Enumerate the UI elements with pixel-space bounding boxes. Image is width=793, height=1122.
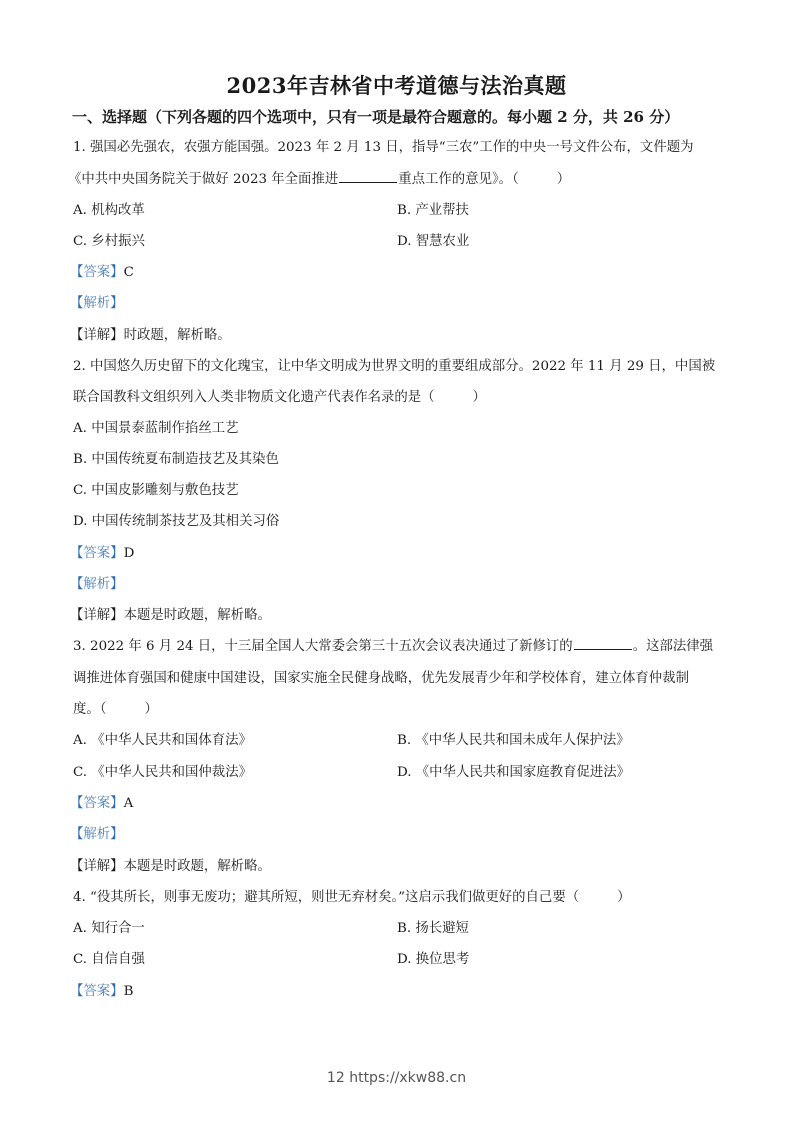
- question-1-option-a: [73, 201, 145, 221]
- question-1-option-b: [397, 201, 469, 221]
- question-1-detail: [70, 326, 231, 346]
- analysis-label: 【解析】: [70, 577, 124, 592]
- detail-text: 本题是时政题，解析略。: [123, 608, 271, 623]
- analysis-label: 【解析】: [70, 296, 124, 311]
- question-2-option-d: [73, 512, 279, 532]
- question-4-option-a: [73, 919, 145, 939]
- answer-label: 【答案】: [70, 984, 124, 999]
- page-number: 12: [326, 1070, 345, 1086]
- question-2-option-b: [73, 450, 279, 470]
- question-1-stem-line1: [73, 138, 694, 158]
- option-letter: A.: [73, 733, 87, 748]
- question-text: 《中共中央国务院关于做好 2023 年全面推进: [68, 172, 339, 187]
- question-2-stem-line1: [73, 357, 715, 377]
- option-text: 《中华人民共和国仲裁法》: [91, 765, 252, 780]
- question-1-option-c: [73, 232, 145, 252]
- paren-close: ）: [617, 890, 631, 905]
- option-letter: C.: [73, 234, 88, 249]
- answer-label: 【答案】: [70, 796, 124, 811]
- question-2-option-a: [73, 419, 239, 439]
- question-3-stem-line3: [73, 700, 158, 720]
- option-letter: C.: [73, 483, 88, 498]
- option-text: 中国皮影雕刻与敷色技艺: [91, 483, 239, 498]
- paren-close: ）: [144, 702, 158, 717]
- option-text: 《中华人民共和国体育法》: [91, 733, 252, 748]
- option-text: 中国传统制茶技艺及其相关习俗: [91, 514, 280, 529]
- question-4-option-b: [397, 919, 469, 939]
- detail-label: 【详解】: [70, 328, 124, 343]
- option-letter: B.: [397, 921, 412, 936]
- question-3-option-d: [397, 763, 630, 783]
- answer-label: 【答案】: [70, 265, 124, 280]
- analysis-label: 【解析】: [70, 827, 124, 842]
- option-letter: B.: [73, 452, 88, 467]
- option-letter: D.: [397, 765, 412, 780]
- detail-text: 时政题，解析略。: [123, 328, 231, 343]
- page-footer: [0, 1070, 793, 1086]
- footer-url[interactable]: https://xkw88.cn: [349, 1070, 467, 1086]
- option-text: 产业帮扶: [415, 203, 469, 218]
- question-1-analysis: [70, 294, 124, 314]
- question-number: 1.: [73, 140, 86, 155]
- option-letter: A.: [73, 421, 87, 436]
- option-text: 机构改革: [91, 203, 145, 218]
- question-2-option-c: [73, 481, 239, 501]
- question-4-stem-line1: [73, 888, 631, 908]
- question-2-stem-line2: [73, 388, 486, 408]
- question-2-answer: [70, 544, 134, 564]
- option-letter: D.: [73, 514, 88, 529]
- option-letter: C.: [73, 952, 88, 967]
- option-text: 知行合一: [91, 921, 145, 936]
- option-letter: D.: [397, 234, 412, 249]
- option-text: 乡村振兴: [91, 234, 145, 249]
- question-3-detail: [70, 857, 271, 877]
- question-text: 联合国教科文组织列入人类非物质文化遗产代表作名录的是（: [73, 390, 435, 405]
- answer-value: D: [123, 546, 135, 561]
- section-heading: 一、选择题（下列各题的四个选项中，只有一项是最符合题意的。每小题 2 分，共 26 分）: [72, 108, 680, 126]
- answer-value: A: [123, 796, 134, 811]
- question-text: “役其所长，则事无废功；避其所短，则世无弃材矣。”这启示我们做更好的自己要（: [90, 890, 580, 905]
- question-3-stem-line1: [73, 637, 713, 657]
- question-1-stem-line2: [68, 170, 570, 190]
- option-text: 智慧农业: [415, 234, 470, 249]
- question-2-analysis: [70, 575, 124, 595]
- answer-label: 【答案】: [70, 546, 124, 561]
- option-text: 自信自强: [91, 952, 145, 967]
- question-text: 强国必先强农，农强方能国强。2023 年 2 月 13 日，指导“三农”工作的中央一号文件公布，文件题为: [90, 140, 694, 155]
- option-text: 扬长避短: [415, 921, 469, 936]
- option-letter: B.: [397, 203, 412, 218]
- detail-label: 【详解】: [70, 608, 124, 623]
- question-1-answer: [70, 263, 134, 283]
- option-text: 《中华人民共和国未成年人保护法》: [415, 733, 630, 748]
- question-text: 2022 年 6 月 24 日，十三届全国人大常委会第三十五次会议表决通过了新修订的: [90, 639, 573, 654]
- question-text: 。这部法律强: [632, 639, 714, 654]
- question-3-stem-line2: [73, 669, 689, 689]
- question-text: 调推进体育强国和健康中国建设，国家实施全民健身战略，优先发展青少年和学校体育，建立体育仲裁制: [73, 671, 689, 686]
- option-text: 中国传统夏布制造技艺及其染色: [91, 452, 279, 467]
- detail-text: 本题是时政题，解析略。: [123, 859, 271, 874]
- detail-label: 【详解】: [70, 859, 124, 874]
- option-letter: A.: [73, 921, 87, 936]
- question-3-analysis: [70, 825, 124, 845]
- question-text: 中国悠久历史留下的文化瑰宝，让中华文明成为世界文明的重要组成部分。2022 年 11 月 29 日，中国被: [90, 359, 716, 374]
- option-letter: A.: [73, 203, 87, 218]
- fill-blank: [574, 637, 632, 650]
- paren-close: ）: [472, 390, 486, 405]
- option-letter: D.: [397, 952, 412, 967]
- question-1-option-d: [397, 232, 469, 252]
- option-letter: B.: [397, 733, 412, 748]
- answer-value: B: [123, 984, 134, 999]
- question-3-option-b: [397, 731, 630, 751]
- question-text: 度。（: [73, 702, 107, 717]
- option-text: 中国景泰蓝制作掐丝工艺: [91, 421, 239, 436]
- question-number: 2.: [73, 359, 86, 374]
- question-number: 4.: [73, 890, 86, 905]
- question-4-answer: [70, 982, 133, 1002]
- question-4-option-c: [73, 950, 145, 970]
- question-4-option-d: [397, 950, 469, 970]
- option-letter: C.: [73, 765, 88, 780]
- fill-blank: [339, 170, 397, 183]
- question-text: 重点工作的意见》。（: [398, 172, 519, 187]
- option-text: 《中华人民共和国家庭教育促进法》: [415, 765, 631, 780]
- answer-value: C: [123, 265, 134, 280]
- question-3-option-a: [73, 731, 252, 751]
- question-3-option-c: [73, 763, 252, 783]
- paren-close: ）: [556, 172, 571, 187]
- option-text: 换位思考: [415, 952, 470, 967]
- question-number: 3.: [73, 639, 86, 654]
- question-2-detail: [70, 606, 271, 626]
- question-3-answer: [70, 794, 133, 814]
- page-title: 2023年吉林省中考道德与法治真题: [226, 73, 567, 98]
